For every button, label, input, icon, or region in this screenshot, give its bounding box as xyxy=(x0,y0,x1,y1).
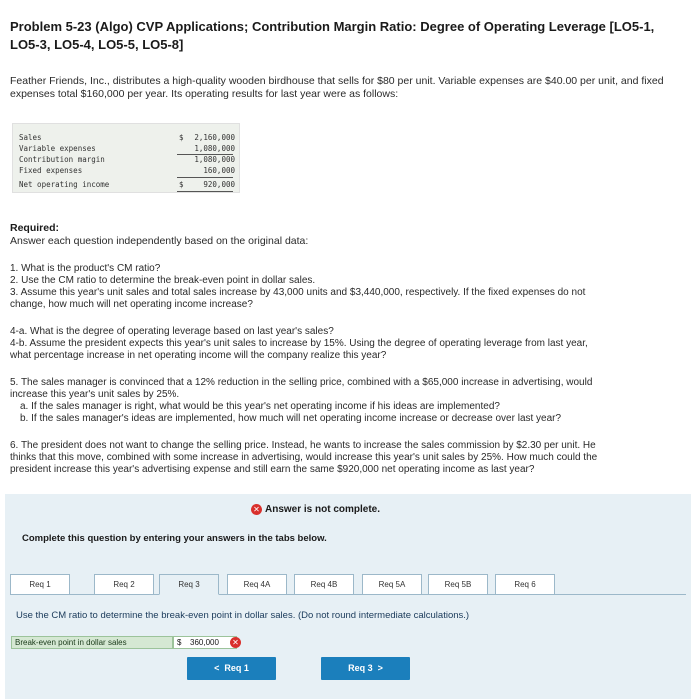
double-underline-divider xyxy=(177,191,233,192)
tab-req-4a[interactable]: Req 4A xyxy=(227,574,287,595)
tab-req-3[interactable]: Req 3 xyxy=(159,574,219,595)
question-5a: a. If the sales manager is right, what would be this year's net operating income if his ideas are implemented? xyxy=(20,401,500,412)
question-6-line-3: president increase this year's advertising expense and still earn the same $920,000 net operating income as last year? xyxy=(10,464,535,475)
tab-req-2[interactable]: Req 2 xyxy=(94,574,154,595)
question-5b: b. If the sales manager's ideas are implemented, how much will net operating income increase or decrease over last year? xyxy=(20,413,562,424)
table-row xyxy=(19,154,235,165)
table-row xyxy=(19,179,235,190)
required-subtext: Answer each question independently based on the original data: xyxy=(10,235,309,247)
answer-panel xyxy=(5,494,691,699)
break-even-label: Break-even point in dollar sales xyxy=(11,636,173,649)
question-4b-line-1: 4-b. Assume the president expects this year's unit sales to increase by 15%. Using the degree of operating leverage from last year, xyxy=(10,338,588,349)
tab-req-5a[interactable]: Req 5A xyxy=(362,574,422,595)
row-dollar: $ xyxy=(179,133,184,142)
income-statement-table xyxy=(12,123,240,193)
question-4b-line-2: what percentage increase in net operating income will the company realize this year? xyxy=(10,350,387,361)
next-button-label: Req 3 xyxy=(348,663,373,673)
row-value: 1,080,000 xyxy=(194,155,235,164)
next-req-button[interactable] xyxy=(321,657,410,680)
tab-req-6[interactable]: Req 6 xyxy=(495,574,555,595)
question-5-line-1: 5. The sales manager is convinced that a 12% reduction in the selling price, combined with a $65,000 increase in advertising, would xyxy=(10,377,593,388)
answer-status-banner xyxy=(251,503,380,517)
chevron-right-icon: > xyxy=(377,663,383,673)
row-value: 160,000 xyxy=(203,166,235,175)
underline-divider xyxy=(177,177,233,178)
table-row xyxy=(19,165,235,176)
row-dollar: $ xyxy=(179,180,184,189)
prev-req-button[interactable] xyxy=(187,657,276,680)
row-label: Net operating income xyxy=(19,180,110,189)
row-label: Contribution margin xyxy=(19,155,105,164)
tab-req-4b[interactable]: Req 4B xyxy=(294,574,354,595)
question-4a: 4-a. What is the degree of operating leverage based on last year's sales? xyxy=(10,326,334,337)
break-even-value[interactable]: 360,000 xyxy=(190,638,219,647)
tabs-instruction: Complete this question by entering your answers in the tabs below. xyxy=(22,533,327,544)
tab-req-1[interactable]: Req 1 xyxy=(10,574,70,595)
prev-button-label: Req 1 xyxy=(224,663,249,673)
incorrect-x-icon: ✕ xyxy=(230,637,241,648)
question-2: 2. Use the CM ratio to determine the break-even point in dollar sales. xyxy=(10,275,316,286)
chevron-left-icon: < xyxy=(214,663,220,673)
required-heading: Required: xyxy=(10,222,60,234)
row-label: Sales xyxy=(19,133,42,142)
table-row xyxy=(19,143,235,154)
problem-title: Problem 5-23 (Algo) CVP Applications; Contribution Margin Ratio: Degree of Operating Leverage [LO5-1, LO5-3, LO5-4, LO5-5, LO5-8] xyxy=(10,19,655,52)
row-label: Variable expenses xyxy=(19,144,96,153)
table-row xyxy=(19,132,235,143)
break-even-input[interactable] xyxy=(173,636,237,649)
row-value: 2,160,000 xyxy=(194,133,235,142)
question-6-line-2: thinks that this move, combined with some increase in advertising, would increase this year's unit sales by 25%. How much could the xyxy=(10,452,598,463)
question-6-line-1: 6. The president does not want to change the selling price. Instead, he wants to increase the sales commission by $2.30 per unit. He xyxy=(10,440,596,451)
question-5-line-2: increase this year's unit sales by 25%. xyxy=(10,389,180,400)
row-label: Fixed expenses xyxy=(19,166,83,175)
question-1: 1. What is the product's CM ratio? xyxy=(10,263,161,274)
row-value: 920,000 xyxy=(203,180,235,189)
problem-intro: Feather Friends, Inc., distributes a high-quality wooden birdhouse that sells for $80 per unit. Variable expenses are $40.00 per unit, and fixed expenses total $160,000 per year. Its operating results for last year were as follows: xyxy=(10,75,664,100)
question-instruction: Use the CM ratio to determine the break-even point in dollar sales. (Do not round intermediate calculations.) xyxy=(16,610,470,621)
row-value: 1,080,000 xyxy=(194,144,235,153)
tab-req-5b[interactable]: Req 5B xyxy=(428,574,488,595)
question-3-line-1: 3. Assume this year's unit sales and total sales increase by 43,000 units and $3,440,000, respectively. If the fixed expenses do not xyxy=(10,287,586,298)
answer-status-text: Answer is not complete. xyxy=(265,504,381,515)
currency-symbol: $ xyxy=(177,638,182,647)
error-x-icon: ✕ xyxy=(251,504,262,515)
question-3-line-2: change, how much will net operating income increase? xyxy=(10,299,253,310)
